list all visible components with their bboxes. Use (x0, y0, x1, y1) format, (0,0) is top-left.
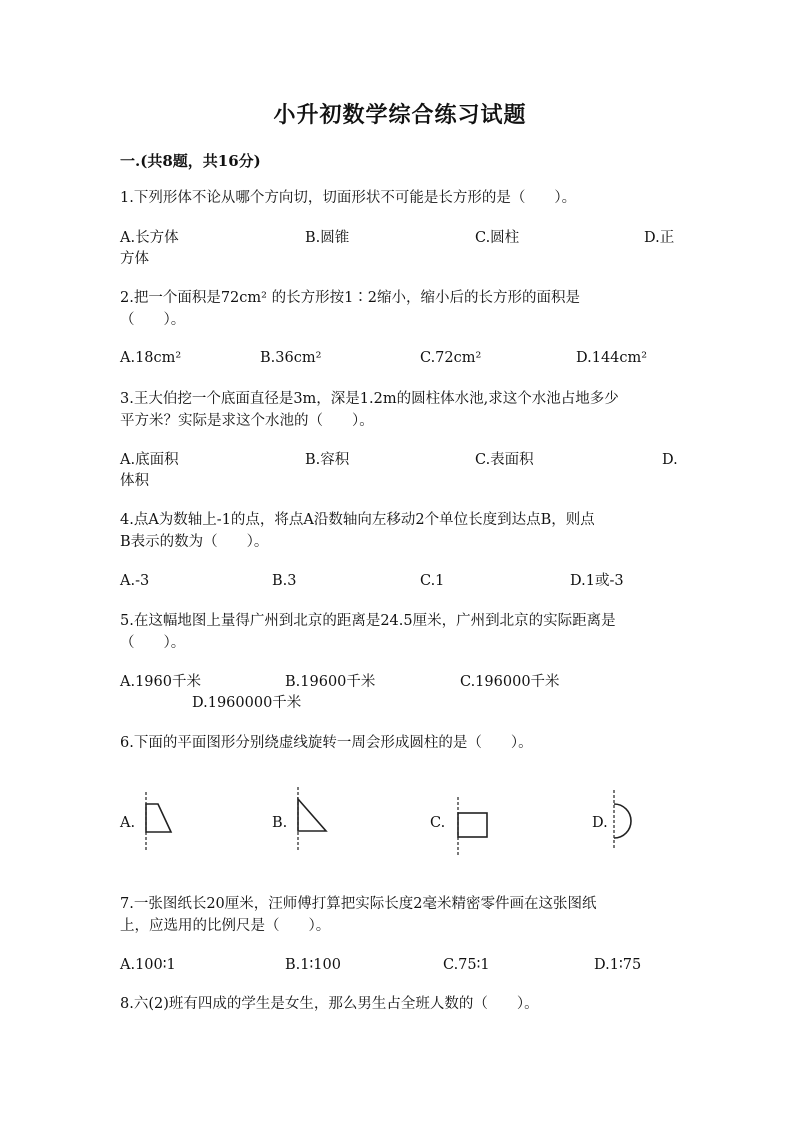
page-title: 小升初数学综合练习试题 (273, 102, 527, 128)
q6-figure-a-trapezoid[interactable] (138, 790, 178, 852)
q2-option-c[interactable]: C.72cm² (420, 350, 482, 366)
q1-option-c[interactable]: C.圆柱 (475, 230, 520, 246)
q5-option-d[interactable]: D.1960000千米 (192, 695, 302, 711)
q3-option-d[interactable]: D. (662, 452, 678, 468)
q5-option-a[interactable]: A.1960千米 (120, 674, 201, 690)
q1-option-d-wrap: 方体 (120, 251, 149, 267)
question-7-stem-line2: 上，应选用的比例尺是（ ）。 (120, 918, 331, 934)
q6-figure-d-label[interactable]: D. (592, 815, 608, 831)
q2-option-b[interactable]: B.36cm² (260, 350, 322, 366)
question-5-stem-line2: （ ）。 (120, 635, 186, 651)
q3-option-b[interactable]: B.容积 (305, 452, 350, 468)
question-2-stem-line2: （ ）。 (120, 312, 186, 328)
q4-option-a[interactable]: A.-3 (120, 573, 150, 589)
question-4-stem-line1: 4.点A为数轴上-1的点，将点A沿数轴向左移动2个单位长度到达点B，则点 (120, 512, 595, 528)
q7-option-b[interactable]: B.1∶100 (285, 957, 341, 973)
q1-option-b[interactable]: B.圆锥 (305, 230, 350, 246)
q5-option-b[interactable]: B.19600千米 (285, 674, 376, 690)
q3-option-a[interactable]: A.底面积 (120, 452, 179, 468)
q7-option-d[interactable]: D.1∶75 (594, 957, 642, 973)
q6-figure-c-label[interactable]: C. (430, 815, 446, 831)
q7-option-c[interactable]: C.75∶1 (443, 957, 490, 973)
q3-option-d-wrap: 体积 (120, 473, 149, 489)
question-3-stem-line2: 平方米？实际是求这个水池的（ ）。 (120, 413, 374, 429)
question-7-stem-line1: 7.一张图纸长20厘米，汪师傅打算把实际长度2毫米精密零件画在这张图纸 (120, 896, 597, 912)
q2-option-a[interactable]: A.18cm² (120, 350, 182, 366)
q7-option-a[interactable]: A.100∶1 (120, 957, 176, 973)
question-4-stem-line2: B表示的数为（ ）。 (120, 534, 269, 550)
question-1-stem: 1.下列形体不论从哪个方向切，切面形状不可能是长方形的是（ ）。 (120, 190, 577, 206)
q1-option-a[interactable]: A.长方体 (120, 230, 179, 246)
q2-option-d[interactable]: D.144cm² (576, 350, 648, 366)
section-heading: 一.(共8题，共16分) (120, 152, 261, 170)
q4-option-d[interactable]: D.1或-3 (570, 573, 624, 589)
question-5-stem-line1: 5.在这幅地图上量得广州到北京的距离是24.5厘米，广州到北京的实际距离是 (120, 613, 616, 629)
q6-figure-d-semicircle[interactable] (606, 788, 642, 854)
question-8-stem: 8.六(2)班有四成的学生是女生，那么男生占全班人数的（ ）。 (120, 996, 539, 1012)
q4-option-c[interactable]: C.1 (420, 573, 445, 589)
q6-figure-b-label[interactable]: B. (272, 815, 288, 831)
q3-option-c[interactable]: C.表面积 (475, 452, 534, 468)
q6-figure-a-label[interactable]: A. (120, 815, 136, 831)
q6-figure-b-triangle[interactable] (290, 785, 332, 855)
question-3-stem-line1: 3.王大伯挖一个底面直径是3m，深是1.2m的圆柱体水池,求这个水池占地多少 (120, 391, 619, 407)
q6-figure-c-rectangle[interactable] (450, 795, 492, 857)
question-2-stem-line1: 2.把一个面积是72cm² 的长方形按1∶2缩小，缩小后的长方形的面积是 (120, 290, 581, 306)
q1-option-d[interactable]: D.正 (644, 230, 675, 246)
q5-option-c[interactable]: C.196000千米 (460, 674, 560, 690)
q4-option-b[interactable]: B.3 (272, 573, 297, 589)
question-6-stem: 6.下面的平面图形分别绕虚线旋转一周会形成圆柱的是（ ）。 (120, 735, 533, 751)
